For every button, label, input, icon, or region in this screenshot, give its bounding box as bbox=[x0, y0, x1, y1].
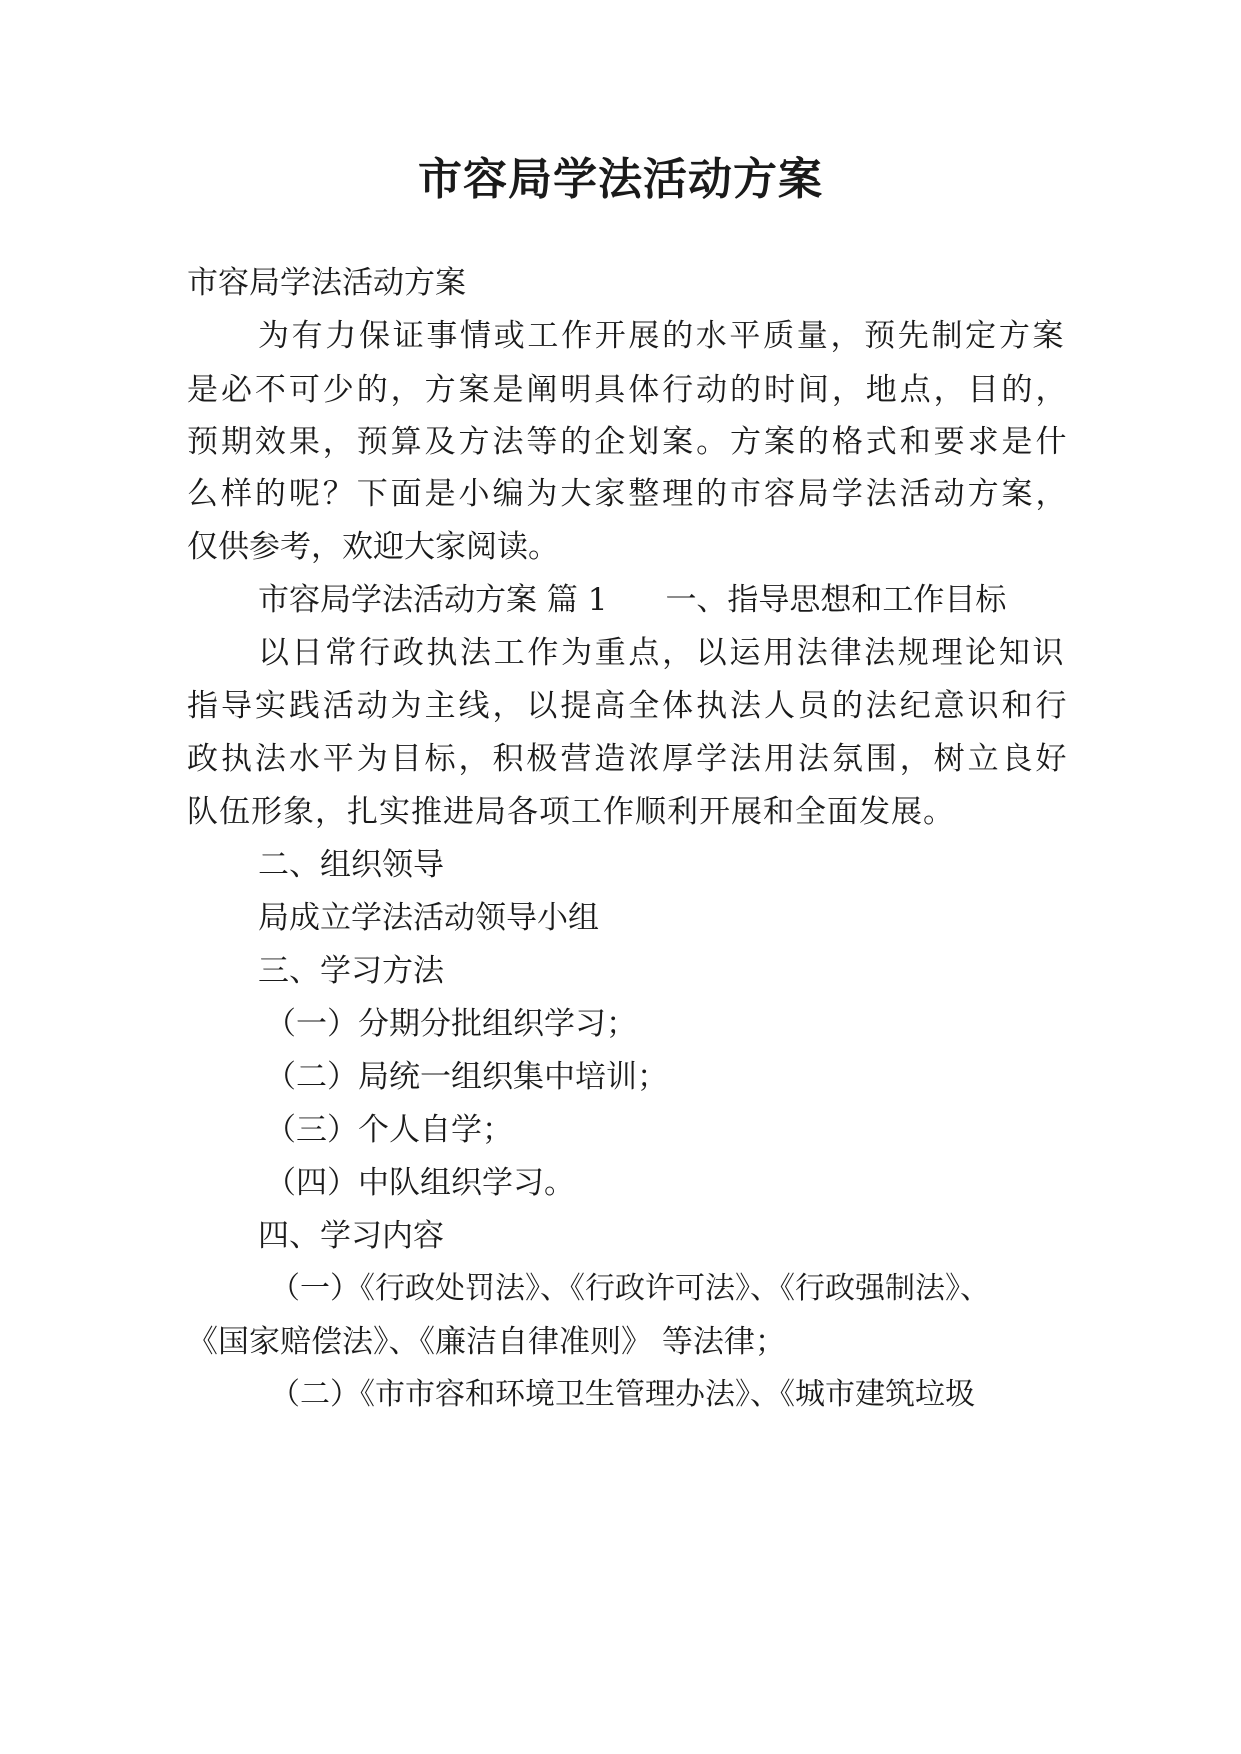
intro-line-5: 仅供参考，欢迎大家阅读。 bbox=[187, 529, 559, 565]
intro-line-4: 么样的呢？下面是小编为大家整理的市容局学法活动方案， bbox=[187, 476, 1067, 512]
document-title: 市容局学法活动方案 bbox=[418, 154, 823, 205]
list-item-1: （一）分期分批组织学习； bbox=[265, 1006, 637, 1042]
heading-3: 三、学习方法 bbox=[258, 953, 444, 989]
list-item-2: （二）局统一组织集中培训； bbox=[265, 1059, 668, 1095]
body-line-3: 政执法水平为目标，积极营造浓厚学法用法氛围，树立良好 bbox=[187, 741, 1067, 777]
body-line-2: 指导实践活动为主线，以提高全体执法人员的法纪意识和行 bbox=[187, 688, 1067, 724]
intro-line-2: 是必不可少的，方案是阐明具体行动的时间，地点，目的， bbox=[187, 372, 1067, 408]
section-label: 市容局学法活动方案 篇 1 bbox=[258, 582, 608, 618]
intro-line-3: 预期效果，预算及方法等的企划案。方案的格式和要求是什 bbox=[187, 424, 1067, 460]
content-item-1-line-1: （一）《行政处罚法》、《行政许可法》、《行政强制法》、 bbox=[270, 1271, 990, 1306]
body-line-5: 局成立学法活动领导小组 bbox=[258, 900, 599, 936]
body-line-1: 以日常行政执法工作为重点，以运用法律法规理论知识 bbox=[258, 635, 1064, 671]
intro-line-1: 为有力保证事情或工作开展的水平质量，预先制定方案 bbox=[258, 318, 1064, 354]
subtitle-line: 市容局学法活动方案 bbox=[187, 265, 466, 301]
body-line-4: 队伍形象，扎实推进局各项工作顺利开展和全面发展。 bbox=[187, 794, 955, 830]
content-item-2-line-1: （二）《市市容和环境卫生管理办法》、《城市建筑垃圾 bbox=[270, 1377, 975, 1412]
list-item-4: （四）中队组织学习。 bbox=[265, 1165, 575, 1201]
heading-4: 四、学习内容 bbox=[258, 1218, 444, 1254]
heading-2: 二、组织领导 bbox=[258, 847, 444, 883]
heading-1: 一、指导思想和工作目标 bbox=[665, 582, 1007, 618]
section-heading-line bbox=[258, 580, 1064, 620]
content-item-1-line-2: 《国家赔偿法》、《廉洁自律准则》 等法律； bbox=[187, 1324, 786, 1360]
list-item-3: （三）个人自学； bbox=[265, 1112, 513, 1148]
